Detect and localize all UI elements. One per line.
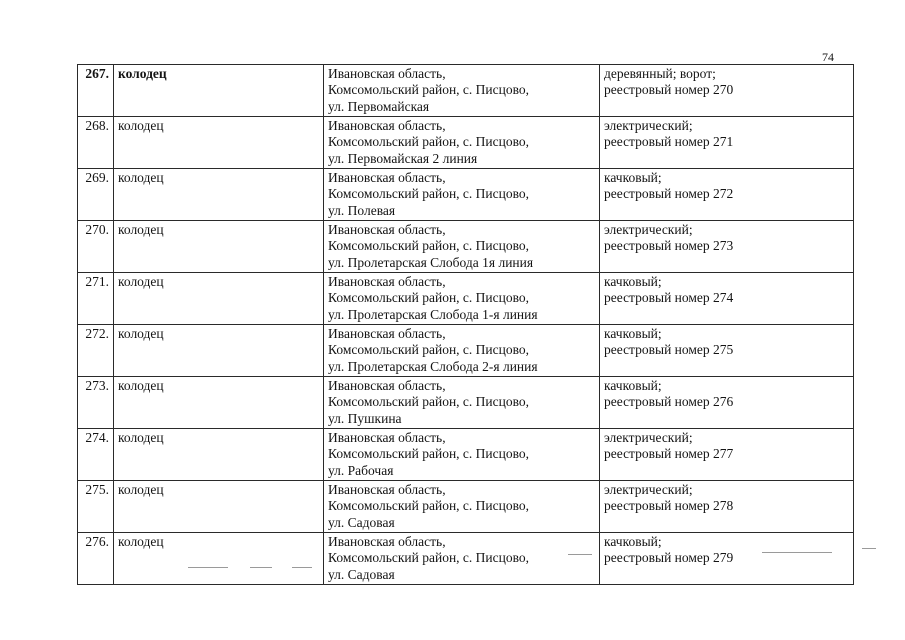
object-type: колодец xyxy=(118,274,164,289)
registry-number: реестровый номер 273 xyxy=(604,238,734,254)
address-street: ул. Садовая xyxy=(328,514,395,530)
row-number-cell xyxy=(78,273,114,325)
registry-number: реестровый номер 275 xyxy=(604,342,734,358)
row-number-cell xyxy=(78,221,114,273)
table-row xyxy=(78,533,854,585)
description-cell xyxy=(600,429,854,481)
row-number-cell xyxy=(78,117,114,169)
description-type: электрический; xyxy=(604,118,693,133)
object-type-cell xyxy=(114,117,324,169)
table-row xyxy=(78,221,854,273)
scan-artifact xyxy=(762,552,832,553)
table-row xyxy=(78,117,854,169)
description-type: качковый; xyxy=(604,534,662,549)
object-type-cell xyxy=(114,65,324,117)
address-cell xyxy=(324,377,600,429)
address-district: Комсомольский район, с. Писцово, xyxy=(328,394,530,410)
row-number-cell xyxy=(78,325,114,377)
registry-number: реестровый номер 279 xyxy=(604,550,734,566)
registry-number: реестровый номер 277 xyxy=(604,446,734,462)
table-row xyxy=(78,429,854,481)
object-type: колодец xyxy=(118,222,164,237)
address-district: Комсомольский район, с. Писцово, xyxy=(328,82,530,98)
row-number-cell xyxy=(78,377,114,429)
description-cell xyxy=(600,325,854,377)
description-cell xyxy=(600,117,854,169)
table-row xyxy=(78,273,854,325)
object-type-cell xyxy=(114,533,324,585)
description-type: электрический; xyxy=(604,430,693,445)
address-street: ул. Пролетарская Слобода 1я линия xyxy=(328,254,534,270)
scan-artifact xyxy=(568,554,592,555)
description-type: качковый; xyxy=(604,378,662,393)
address-street: ул. Полевая xyxy=(328,202,396,218)
address-cell xyxy=(324,65,600,117)
table-row xyxy=(78,377,854,429)
address-district: Комсомольский район, с. Писцово, xyxy=(328,498,530,514)
address-region: Ивановская область, xyxy=(328,378,446,393)
row-number: 276. xyxy=(85,534,109,549)
row-number: 275. xyxy=(85,482,109,497)
row-number-cell xyxy=(78,429,114,481)
description-type: качковый; xyxy=(604,170,662,185)
row-number-cell xyxy=(78,169,114,221)
address-street: ул. Рабочая xyxy=(328,462,394,478)
registry-number: реестровый номер 274 xyxy=(604,290,734,306)
description-cell xyxy=(600,377,854,429)
object-type-cell xyxy=(114,273,324,325)
address-region: Ивановская область, xyxy=(328,430,446,445)
registry-number: реестровый номер 271 xyxy=(604,134,734,150)
address-district: Комсомольский район, с. Писцово, xyxy=(328,238,530,254)
scan-artifact xyxy=(862,548,876,549)
address-region: Ивановская область, xyxy=(328,482,446,497)
address-region: Ивановская область, xyxy=(328,274,446,289)
description-type: качковый; xyxy=(604,326,662,341)
object-type: колодец xyxy=(118,430,164,445)
address-district: Комсомольский район, с. Писцово, xyxy=(328,134,530,150)
address-street: ул. Первомайская xyxy=(328,98,430,114)
registry-number: реестровый номер 272 xyxy=(604,186,734,202)
registry-table-body xyxy=(78,65,854,585)
address-district: Комсомольский район, с. Писцово, xyxy=(328,290,530,306)
registry-number: реестровый номер 278 xyxy=(604,498,734,514)
row-number: 268. xyxy=(85,118,109,133)
object-type: колодец xyxy=(118,326,164,341)
row-number-cell xyxy=(78,481,114,533)
registry-number: реестровый номер 270 xyxy=(604,82,734,98)
object-type-cell xyxy=(114,325,324,377)
row-number: 267. xyxy=(85,66,109,81)
description-type: электрический; xyxy=(604,222,693,237)
object-type: колодец xyxy=(118,378,164,393)
address-street: ул. Пролетарская Слобода 1-я линия xyxy=(328,306,538,322)
object-type: колодец xyxy=(118,118,164,133)
row-number: 274. xyxy=(85,430,109,445)
description-cell xyxy=(600,481,854,533)
description-type: деревянный; ворот; xyxy=(604,66,716,81)
object-type-cell xyxy=(114,377,324,429)
table-row xyxy=(78,65,854,117)
address-street: ул. Пролетарская Слобода 2-я линия xyxy=(328,358,538,374)
address-district: Комсомольский район, с. Писцово, xyxy=(328,446,530,462)
address-region: Ивановская область, xyxy=(328,118,446,133)
description-cell xyxy=(600,221,854,273)
scan-artifact xyxy=(250,567,272,568)
object-type-cell xyxy=(114,221,324,273)
address-district: Комсомольский район, с. Писцово, xyxy=(328,186,530,202)
row-number: 273. xyxy=(85,378,109,393)
object-type-cell xyxy=(114,429,324,481)
address-cell xyxy=(324,325,600,377)
description-cell xyxy=(600,273,854,325)
description-type: качковый; xyxy=(604,274,662,289)
row-number: 269. xyxy=(85,170,109,185)
address-region: Ивановская область, xyxy=(328,66,446,81)
address-cell xyxy=(324,221,600,273)
address-region: Ивановская область, xyxy=(328,534,446,549)
object-type: колодец xyxy=(118,534,164,549)
scan-artifact xyxy=(188,567,228,568)
address-region: Ивановская область, xyxy=(328,170,446,185)
row-number: 270. xyxy=(85,222,109,237)
object-type-cell xyxy=(114,481,324,533)
row-number-cell xyxy=(78,65,114,117)
address-cell xyxy=(324,169,600,221)
address-cell xyxy=(324,481,600,533)
description-cell xyxy=(600,533,854,585)
address-district: Комсомольский район, с. Писцово, xyxy=(328,550,530,566)
description-type: электрический; xyxy=(604,482,693,497)
object-type: колодец xyxy=(118,482,164,497)
row-number: 272. xyxy=(85,326,109,341)
object-type: колодец xyxy=(118,66,167,81)
page-number: 74 xyxy=(822,50,834,64)
address-street: ул. Пушкина xyxy=(328,410,402,426)
registry-table xyxy=(77,64,854,585)
table-row xyxy=(78,325,854,377)
address-cell xyxy=(324,273,600,325)
object-type-cell xyxy=(114,169,324,221)
address-region: Ивановская область, xyxy=(328,222,446,237)
description-cell xyxy=(600,169,854,221)
table-row xyxy=(78,169,854,221)
address-street: ул. Первомайская 2 линия xyxy=(328,150,478,166)
row-number: 271. xyxy=(85,274,109,289)
table-row xyxy=(78,481,854,533)
address-region: Ивановская область, xyxy=(328,326,446,341)
object-type: колодец xyxy=(118,170,164,185)
address-district: Комсомольский район, с. Писцово, xyxy=(328,342,530,358)
row-number-cell xyxy=(78,533,114,585)
address-street: ул. Садовая xyxy=(328,566,395,582)
address-cell xyxy=(324,117,600,169)
description-cell xyxy=(600,65,854,117)
registry-number: реестровый номер 276 xyxy=(604,394,734,410)
address-cell xyxy=(324,429,600,481)
address-cell xyxy=(324,533,600,585)
scan-artifact xyxy=(292,567,312,568)
